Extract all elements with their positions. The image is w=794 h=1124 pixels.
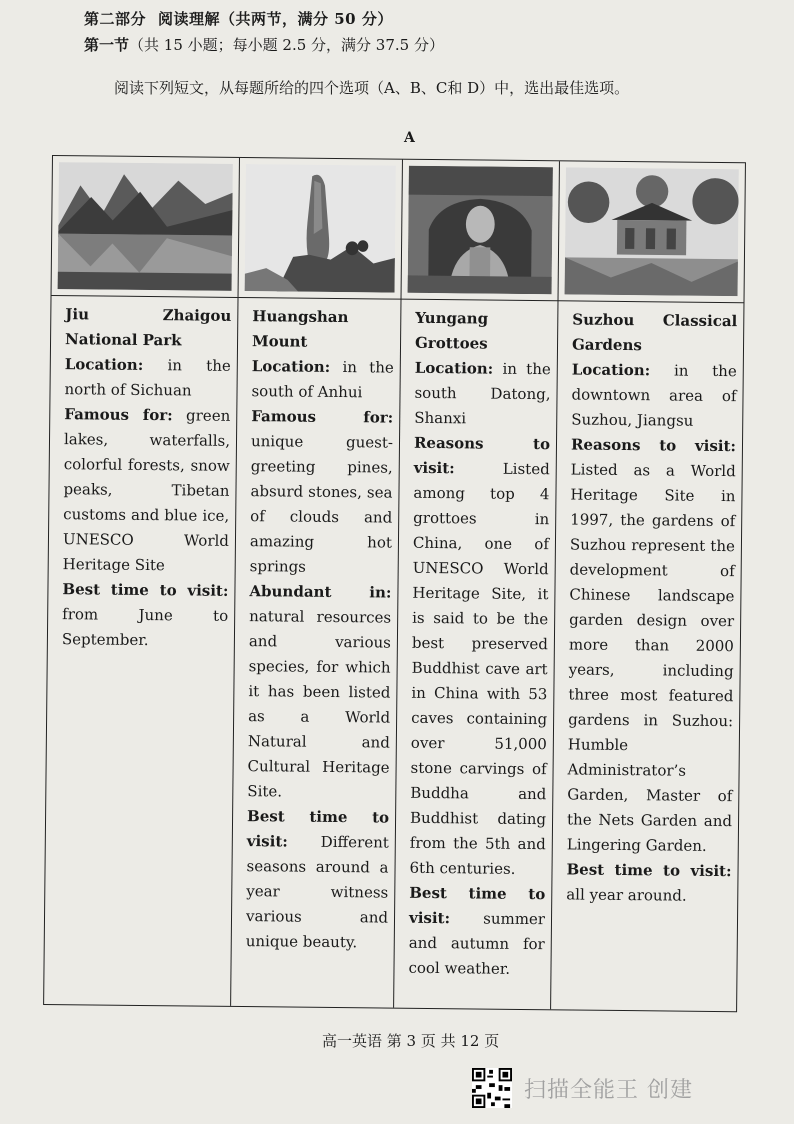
part-title: 阅读理解（共两节，满分 50 分） bbox=[158, 10, 393, 28]
label-best-time: Best time to visit: bbox=[246, 807, 390, 851]
value-best-time: Different seasons around a year witness various and unique beauty. bbox=[245, 832, 389, 952]
column-huangshan bbox=[231, 158, 403, 1008]
column-suzhou bbox=[551, 161, 745, 1011]
photo-suzhou bbox=[558, 161, 744, 303]
label-location: Location: bbox=[414, 358, 494, 378]
text-huangshan bbox=[232, 298, 401, 956]
title-jiuzhaigou: Jiu Zhaigou National Park bbox=[64, 305, 232, 350]
label-famous-for: Famous for: bbox=[251, 407, 394, 427]
value-famous-for: unique guest-greeting pines, absurd stones, sea of clouds and amazing hot springs bbox=[249, 432, 394, 576]
attractions-table bbox=[43, 155, 746, 1012]
value-reasons: Listed as a World Heritage Site in 1997, the gardens of Suzhou represent the development of Chinese landscape garden design over more than 2000 years, including three most featured gardens in Suzhou: Humble Administrator’s Garden, Master of the Nets Garden and Lingering Garden. bbox=[566, 460, 736, 855]
section-detail: （共 15 小题；每小题 2.5 分，满分 37.5 分） bbox=[129, 36, 444, 54]
label-reasons: Reasons to visit: bbox=[570, 435, 737, 456]
value-location: in the north of Sichuan bbox=[64, 356, 231, 400]
qr-code-icon bbox=[472, 1068, 512, 1108]
value-abundant-in: natural resources and various species, for which it has been listed as a World Natural and Cultural Heritage Site. bbox=[247, 607, 392, 801]
scanner-watermark bbox=[472, 1068, 693, 1108]
page-footer: 高一英语 第 3 页 共 12 页 bbox=[322, 1032, 500, 1050]
part-heading bbox=[84, 8, 393, 29]
label-famous-for: Famous for: bbox=[64, 405, 173, 425]
garden-pavilion-photo bbox=[565, 167, 739, 296]
instruction-text: 阅读下列短文，从每题所给的四个选项（A、B、C和 D）中，选出最佳选项。 bbox=[114, 79, 630, 97]
label-location: Location: bbox=[251, 357, 331, 376]
photo-yungang bbox=[402, 160, 559, 302]
photo-jiuzhaigou bbox=[52, 156, 239, 298]
part-label: 第二部分 bbox=[84, 10, 147, 28]
value-best-time: from June to September. bbox=[61, 605, 229, 650]
label-location: Location: bbox=[64, 355, 144, 374]
text-jiuzhaigou bbox=[48, 296, 238, 654]
passage-label: A bbox=[404, 130, 415, 146]
label-location: Location: bbox=[571, 360, 651, 380]
column-jiuzhaigou bbox=[44, 156, 240, 1006]
label-best-time: Best time to visit: bbox=[62, 580, 229, 600]
value-location: in the downtown area of Suzhou, Jiangsu bbox=[571, 361, 737, 430]
photo-huangshan bbox=[239, 158, 402, 300]
title-yungang: Yungang Grottoes bbox=[414, 308, 489, 353]
value-location: in the south Datong, Shanxi bbox=[414, 359, 551, 428]
label-best-time: Best time to visit: bbox=[408, 883, 546, 928]
label-best-time: Best time to visit: bbox=[566, 860, 732, 881]
value-reasons: Listed among top 4 grottoes in China, one of UNESCO World Heritage Site, it is said to be the best preserved Buddhist cave art in China with 53 caves containing over 51,000 stone carvings of Buddha and Buddhist dating from the 5th and 6th centuries. bbox=[409, 459, 550, 878]
label-reasons: Reasons to visit: bbox=[413, 433, 551, 478]
section-label: 第一节 bbox=[84, 36, 130, 54]
value-location: in the south of Anhui bbox=[251, 358, 394, 402]
value-famous-for: green lakes, waterfalls, colorful forests, snow peaks, Tibetan customs and blue ice, UNESCO World Heritage Site bbox=[62, 406, 231, 575]
section-heading bbox=[84, 34, 444, 55]
lake-mountain-photo bbox=[58, 162, 233, 291]
value-best-time: summer and autumn for cool weather. bbox=[408, 909, 546, 978]
label-abundant-in: Abundant in: bbox=[249, 582, 392, 602]
title-huangshan: Huangshan Mount bbox=[251, 307, 349, 351]
value-best-time: all year around. bbox=[566, 885, 687, 905]
buddha-statue-photo bbox=[408, 166, 553, 295]
rock-pillar-photo bbox=[245, 164, 396, 293]
title-suzhou: Suzhou Classical Gardens bbox=[571, 310, 738, 355]
text-yungang bbox=[394, 300, 557, 983]
column-yungang bbox=[394, 160, 560, 1010]
watermark-text: 扫描全能王 创建 bbox=[524, 1077, 693, 1103]
text-suzhou bbox=[552, 301, 743, 909]
